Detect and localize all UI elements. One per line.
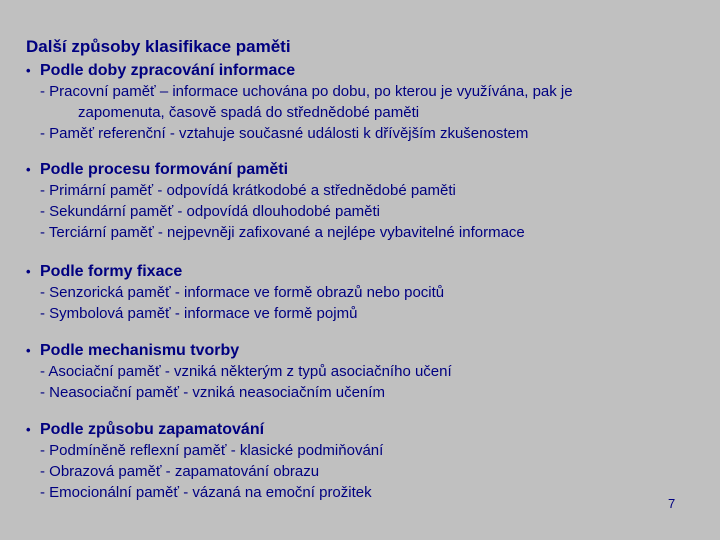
list-item: - Asociační paměť - vzniká některým z typů asociačního učení: [40, 363, 452, 380]
section-heading-text: Podle formy fixace: [40, 263, 183, 280]
list-item-continuation: zapomenuta, časově spadá do střednědobé paměti: [78, 104, 420, 121]
list-item: - Obrazová paměť - zapamatování obrazu: [40, 463, 320, 480]
section-heading-text: Podle procesu formování paměti: [40, 161, 289, 178]
bullet-icon: •: [26, 422, 31, 437]
section-heading: [26, 341, 700, 361]
slide-title: Další způsoby klasifikace paměti: [26, 37, 291, 56]
list-item: - Sekundární paměť - odpovídá dlouhodobé paměti: [40, 203, 381, 220]
list-item: [26, 81, 700, 123]
section-heading: [26, 61, 700, 81]
section-heading-text: Podle způsobu zapamatování: [40, 421, 265, 438]
section-heading: [26, 160, 700, 180]
section-zpusob-zapamatovani: [26, 420, 700, 503]
section-mechanismus-tvorby: [26, 341, 700, 403]
list-item: - Symbolová paměť - informace ve formě pojmů: [40, 305, 358, 322]
list-item-text: - Pracovní paměť – informace uchována po dobu, po kterou je využívána, pak je: [40, 83, 573, 100]
section-heading: [26, 420, 700, 440]
bullet-icon: •: [26, 63, 31, 78]
list-item: - Senzorická paměť - informace ve formě obrazů nebo pocitů: [40, 284, 445, 301]
section-heading: [26, 262, 700, 282]
section-heading-text: Podle mechanismu tvorby: [40, 342, 240, 359]
section-forma-fixace: [26, 262, 700, 324]
section-heading-text: Podle doby zpracování informace: [40, 62, 296, 79]
bullet-icon: •: [26, 264, 31, 279]
page-number: 7: [668, 496, 676, 511]
list-item: - Primární paměť - odpovídá krátkodobé a střednědobé paměti: [40, 182, 456, 199]
bullet-icon: •: [26, 343, 31, 358]
list-item: - Terciární paměť - nejpevněji zafixované a nejlépe vybavitelné informace: [40, 224, 525, 241]
section-doba-zpracovani: [26, 61, 700, 144]
bullet-icon: •: [26, 162, 31, 177]
list-item: - Paměť referenční - vztahuje současné události k dřívějším zkušenostem: [40, 125, 529, 142]
list-item: - Podmíněně reflexní paměť - klasické podmiňování: [40, 442, 384, 459]
section-proces-formovani: [26, 160, 700, 243]
list-item: - Emocionální paměť - vázaná na emoční prožitek: [40, 484, 372, 501]
list-item: - Neasociační paměť - vzniká neasociačním učením: [40, 384, 385, 401]
